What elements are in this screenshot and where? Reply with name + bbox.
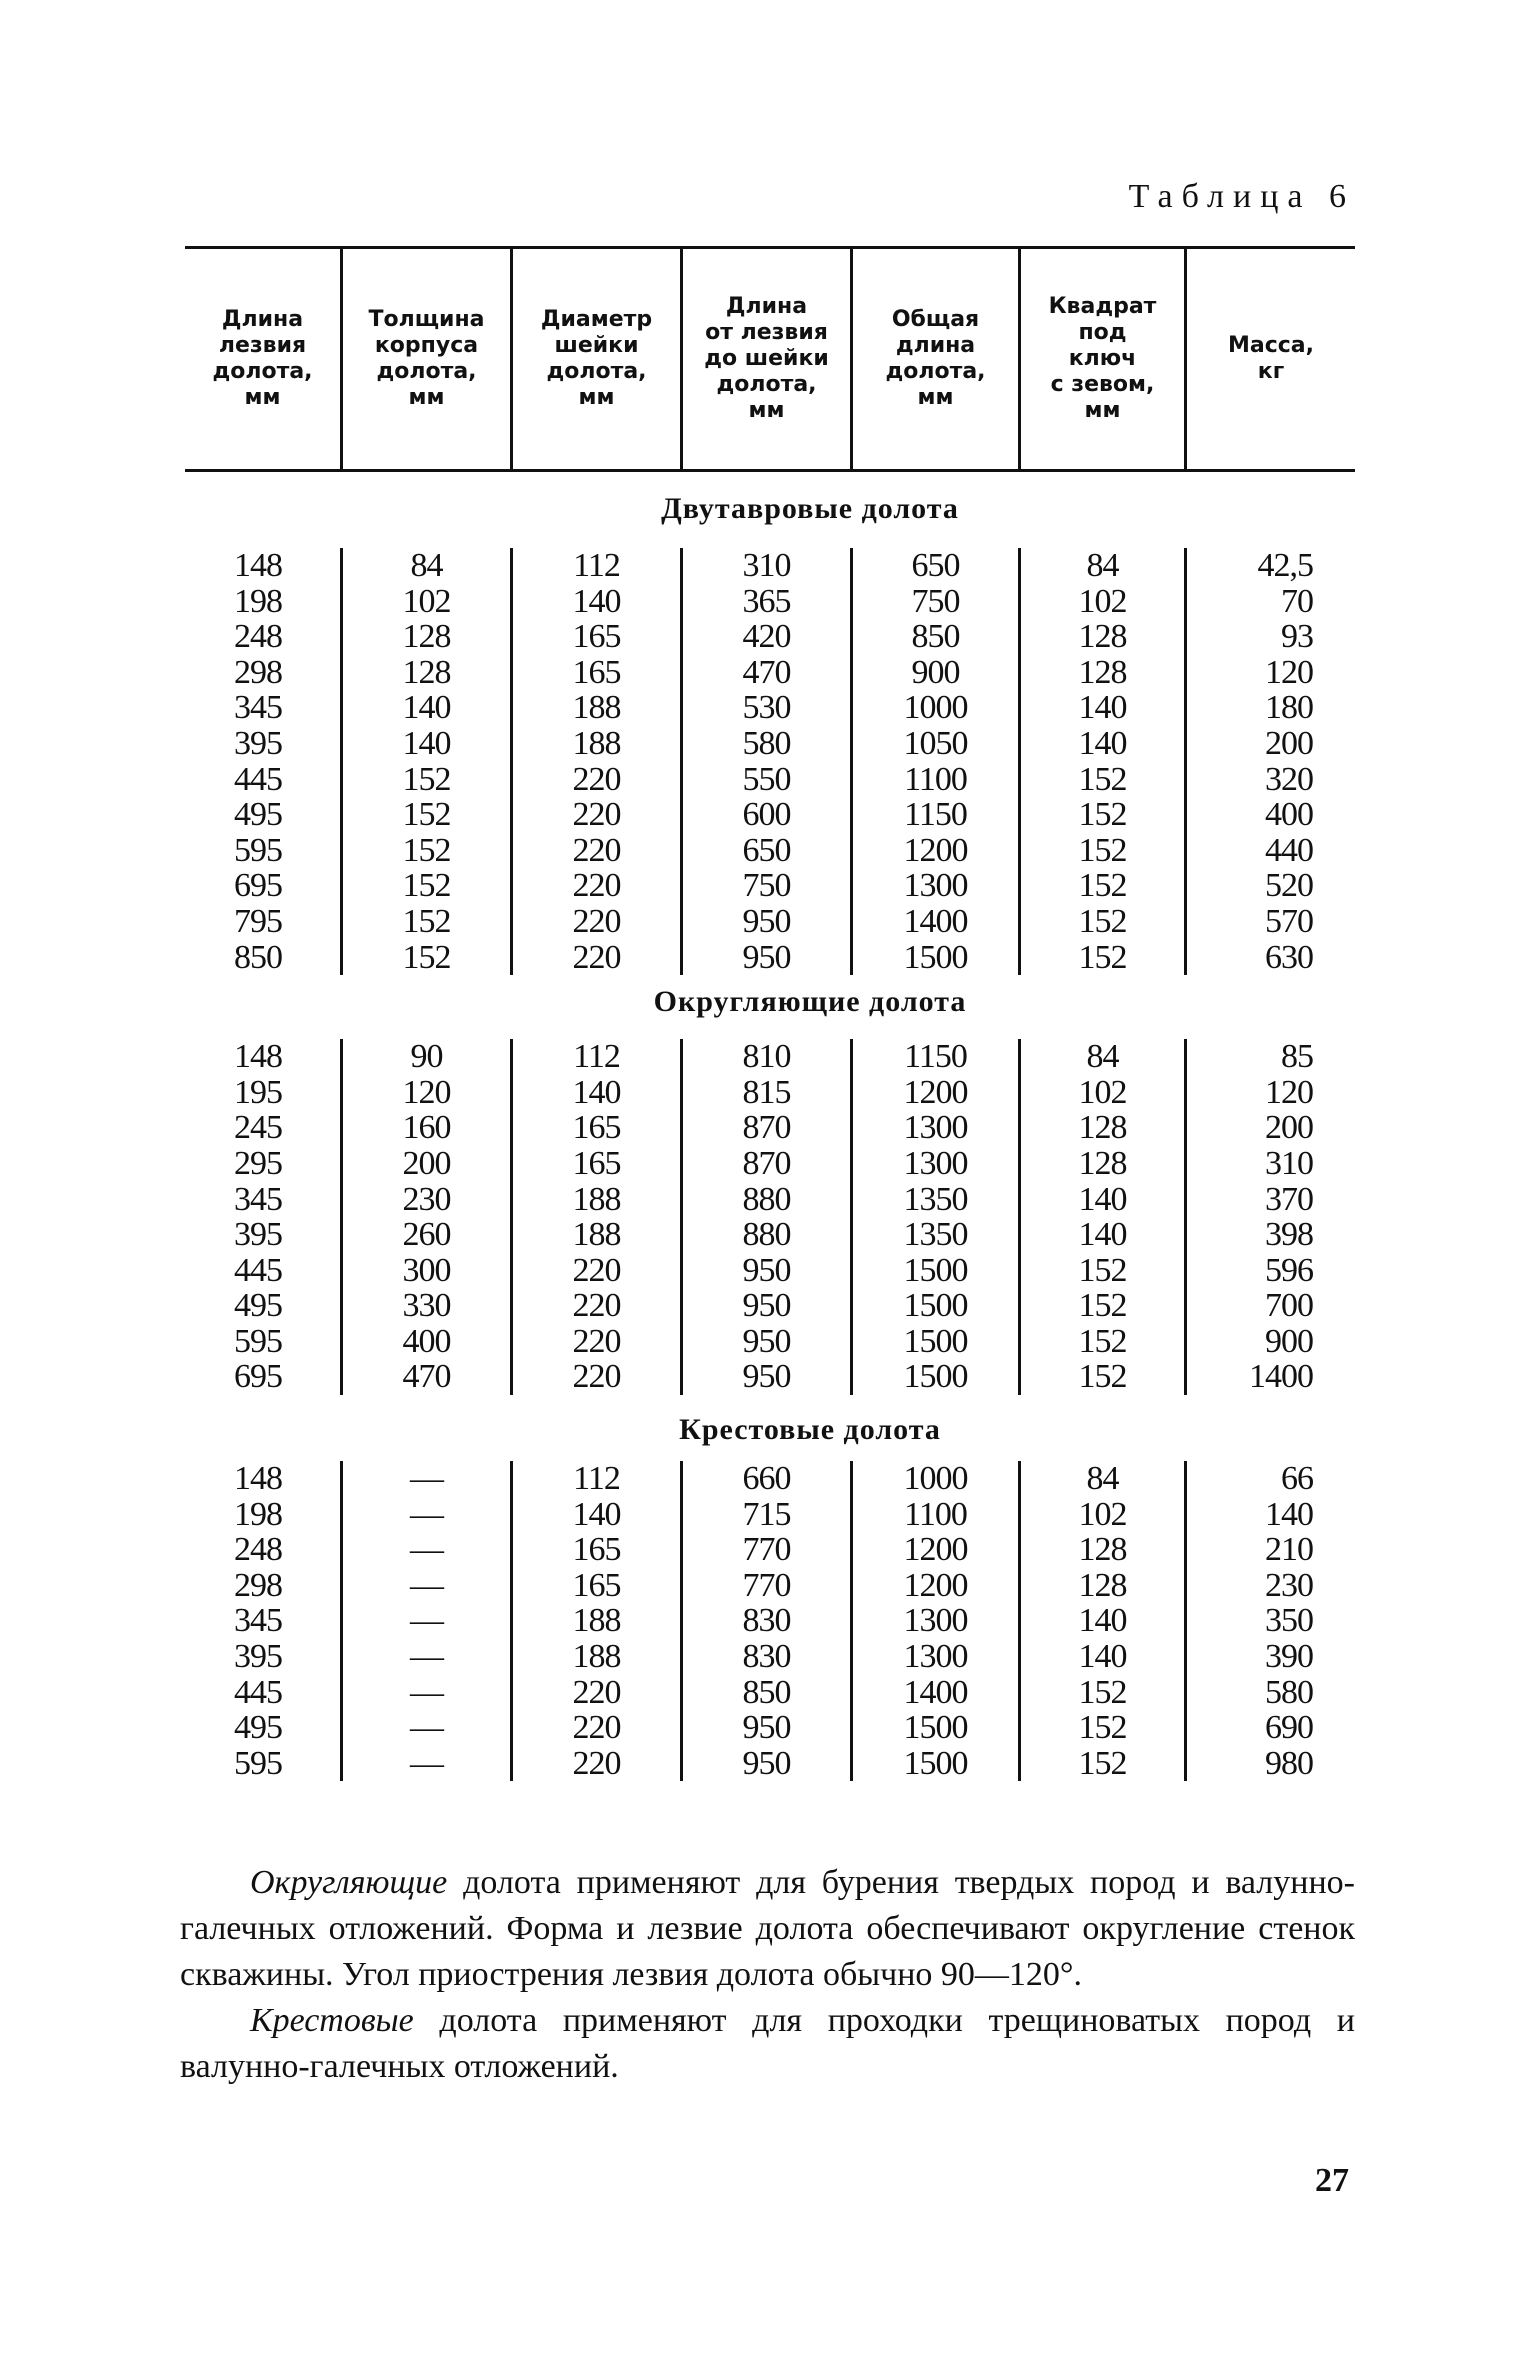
table-cell: —: [410, 1566, 443, 1604]
table-cell: 345: [234, 1180, 282, 1218]
table-cell: 230: [402, 1180, 451, 1218]
table-cell: 200: [1265, 1109, 1313, 1147]
table-cell: 850: [742, 1673, 791, 1711]
table-cell: 295: [234, 1144, 282, 1182]
column-total-length: [853, 1039, 1021, 1395]
table-cell: 1400: [903, 1673, 968, 1711]
table-cell: 152: [1078, 831, 1127, 869]
column-neck-diameter: [513, 1461, 683, 1781]
table-cell: 700: [1265, 1287, 1313, 1325]
table-cell: 140: [1078, 1638, 1127, 1676]
header-wrench-square: Квадрат под ключ с зевом, мм: [1021, 249, 1187, 469]
section-rows: [185, 1039, 1355, 1395]
table-cell: 102: [402, 582, 451, 620]
table-cell: 596: [1265, 1251, 1313, 1289]
table-cell: 128: [402, 653, 451, 691]
table-cell: 870: [742, 1144, 791, 1182]
header-rule: [185, 469, 1355, 472]
table-body: [185, 492, 1355, 1781]
table-cell: 140: [1078, 1180, 1127, 1218]
column-blade-length: [185, 1039, 343, 1395]
table-cell: 950: [742, 902, 791, 940]
table-cell: 1350: [903, 1180, 968, 1218]
table-cell: 1150: [904, 796, 967, 834]
table-cell: 770: [742, 1566, 791, 1604]
table-cell: 220: [572, 1673, 621, 1711]
table-cell: 1500: [903, 1358, 968, 1396]
header-total-length: Общая длина долота, мм: [853, 249, 1021, 469]
table-cell: 1100: [904, 1495, 967, 1533]
table-cell: 310: [742, 547, 791, 584]
table-cell: 1200: [903, 1531, 968, 1569]
paragraph-lead: Крестовые: [250, 2002, 414, 2039]
table-cell: 152: [1078, 760, 1127, 798]
paragraph-cross: [180, 1998, 1355, 2090]
table-cell: 420: [742, 618, 791, 656]
table-cell: 140: [572, 1073, 621, 1111]
table-cell: 1500: [903, 1322, 968, 1360]
table-cell: 650: [742, 831, 791, 869]
table-cell: 715: [742, 1495, 791, 1533]
table-cell: 440: [1265, 831, 1313, 869]
table-cell: 220: [572, 1709, 621, 1747]
table-cell: 550: [742, 760, 791, 798]
table-cell: 695: [234, 1358, 282, 1396]
table-cell: 300: [402, 1251, 451, 1289]
table-cell: 152: [402, 938, 451, 976]
table-cell: 1050: [903, 724, 968, 762]
table-cell: 1500: [903, 1744, 968, 1782]
table-cell: 570: [1265, 902, 1313, 940]
header-blade-to-neck-length: Длина от лезвия до шейки долота, мм: [683, 249, 853, 469]
table-cell: 180: [1265, 689, 1313, 727]
header-body-thickness: Толщина корпуса долота, мм: [343, 249, 513, 469]
table-cell: 128: [1078, 1566, 1127, 1604]
table-cell: 220: [572, 938, 621, 976]
column-wrench-square: [1021, 1461, 1187, 1781]
section-title: Двутавровые долота: [661, 492, 959, 525]
table-cell: 400: [402, 1322, 451, 1360]
table-cell: 850: [911, 618, 960, 656]
table-cell: 470: [402, 1358, 451, 1396]
drill-bit-table: [185, 246, 1355, 1781]
table-cell: 152: [1078, 867, 1127, 905]
table-cell: 900: [1265, 1322, 1313, 1360]
table-cell: 152: [1078, 1358, 1127, 1396]
table-cell: —: [410, 1460, 443, 1498]
table-cell: 148: [234, 1038, 282, 1076]
table-cell: 220: [572, 902, 621, 940]
table-cell: 112: [573, 1460, 620, 1498]
section-rows: [185, 1461, 1355, 1781]
table-cell: 85: [1281, 1038, 1313, 1076]
table-cell: 1400: [903, 902, 968, 940]
table-cell: 220: [572, 760, 621, 798]
table-cell: 152: [1078, 1709, 1127, 1747]
table-cell: 248: [234, 618, 282, 656]
table-cell: 140: [1078, 1216, 1127, 1254]
section-title: Крестовые долота: [679, 1413, 941, 1447]
table-cell: 1100: [904, 760, 967, 798]
column-blade-to-neck: [683, 1039, 853, 1395]
table-cell: 830: [742, 1638, 791, 1676]
table-cell: 84: [410, 547, 443, 584]
table-cell: 495: [234, 1709, 282, 1747]
table-caption: Таблица 6: [1128, 178, 1355, 215]
table-cell: 140: [1078, 724, 1127, 762]
table-cell: 815: [742, 1073, 791, 1111]
table-cell: 188: [572, 1180, 621, 1218]
table-cell: 950: [742, 1287, 791, 1325]
header-mass: Масса, кг: [1227, 333, 1315, 384]
table-cell: 220: [572, 831, 621, 869]
table-cell: 365: [742, 582, 791, 620]
table-cell: 310: [1265, 1144, 1313, 1182]
column-blade-length: [185, 1461, 343, 1781]
column-wrench-square: [1021, 1039, 1187, 1395]
table-cell: 245: [234, 1109, 282, 1147]
column-neck-diameter: [513, 548, 683, 975]
table-cell: 1200: [903, 1073, 968, 1111]
table-cell: 580: [1265, 1673, 1313, 1711]
table-cell: 495: [234, 1287, 282, 1325]
table-cell: 870: [742, 1109, 791, 1147]
table-cell: 120: [1265, 653, 1313, 691]
table-cell: 1500: [903, 1287, 968, 1325]
table-cell: 248: [234, 1531, 282, 1569]
table-cell: 102: [1078, 1073, 1127, 1111]
table-cell: 152: [1078, 796, 1127, 834]
table-cell: 188: [572, 1602, 621, 1640]
table-cell: 470: [742, 653, 791, 691]
table-cell: 230: [1265, 1566, 1313, 1604]
table-cell: 1500: [903, 1709, 968, 1747]
table-cell: 84: [1086, 1038, 1119, 1076]
page-number: 27: [1315, 2162, 1349, 2199]
column-body-thickness: [343, 1461, 513, 1781]
table-cell: 152: [1078, 938, 1127, 976]
table-cell: 1300: [903, 1638, 968, 1676]
table-cell: 330: [402, 1287, 451, 1325]
table-cell: 950: [742, 1358, 791, 1396]
table-cell: 795: [234, 902, 282, 940]
table-cell: 220: [572, 1322, 621, 1360]
table-cell: 210: [1265, 1531, 1313, 1569]
table-cell: 140: [572, 582, 621, 620]
table-cell: 120: [1265, 1073, 1313, 1111]
table-cell: 165: [572, 1109, 621, 1147]
column-mass: [1187, 1039, 1355, 1395]
table-cell: 398: [1265, 1216, 1313, 1254]
table-cell: 1300: [903, 1144, 968, 1182]
table-cell: 445: [234, 1251, 282, 1289]
table-cell: 140: [1078, 689, 1127, 727]
table-cell: 750: [742, 867, 791, 905]
table-cell: 66: [1281, 1460, 1313, 1498]
table-cell: 495: [234, 796, 282, 834]
table-cell: 950: [742, 1322, 791, 1360]
table-cell: 750: [911, 582, 960, 620]
column-blade-length: [185, 548, 343, 975]
table-cell: 520: [1265, 867, 1313, 905]
table-cell: 830: [742, 1602, 791, 1640]
table-cell: —: [410, 1602, 443, 1640]
table-cell: 980: [1265, 1744, 1313, 1782]
table-cell: 84: [1086, 1460, 1119, 1498]
table-cell: 445: [234, 1673, 282, 1711]
table-cell: 660: [742, 1460, 791, 1498]
table-cell: 152: [1078, 1322, 1127, 1360]
table-cell: 950: [742, 1251, 791, 1289]
paragraph-lead: Округляющие: [250, 1864, 448, 1901]
table-cell: 152: [1078, 1251, 1127, 1289]
table-cell: 112: [573, 1038, 620, 1076]
table-cell: 445: [234, 760, 282, 798]
table-cell: 298: [234, 653, 282, 691]
table-cell: 128: [1078, 653, 1127, 691]
table-cell: 770: [742, 1531, 791, 1569]
table-cell: 1500: [903, 938, 968, 976]
table-cell: 1200: [903, 1566, 968, 1604]
table-cell: 950: [742, 938, 791, 976]
table-cell: 90: [410, 1038, 443, 1076]
table-cell: 395: [234, 724, 282, 762]
table-header: [185, 249, 1355, 469]
table-cell: 152: [402, 902, 451, 940]
table-cell: 220: [572, 1251, 621, 1289]
table-cell: 188: [572, 724, 621, 762]
table-cell: 42,5: [1257, 547, 1313, 584]
column-wrench-square: [1021, 548, 1187, 975]
table-cell: 630: [1265, 938, 1313, 976]
table-cell: 160: [402, 1109, 451, 1147]
table-cell: 152: [1078, 1673, 1127, 1711]
table-cell: 1500: [903, 1251, 968, 1289]
table-cell: 220: [572, 1287, 621, 1325]
table-cell: 140: [402, 724, 451, 762]
table-cell: 198: [234, 1495, 282, 1533]
table-cell: 102: [1078, 1495, 1127, 1533]
table-cell: 148: [234, 547, 282, 584]
table-cell: 1300: [903, 1109, 968, 1147]
column-total-length: [853, 548, 1021, 975]
table-cell: 220: [572, 867, 621, 905]
table-cell: 345: [234, 689, 282, 727]
paragraph-text: долота применяют для бурения твердых пород и валунно-галечных отложений. Форма и лезвие долота обеспечивают округление стенок скважины. Угол приострения лезвия долота обычно 90—120°.: [180, 1864, 1355, 1993]
table-cell: 128: [1078, 1144, 1127, 1182]
table-cell: 148: [234, 1460, 282, 1498]
table-cell: 1400: [1249, 1358, 1313, 1396]
table-cell: 900: [911, 653, 960, 691]
table-cell: 165: [572, 653, 621, 691]
column-mass: [1187, 1461, 1355, 1781]
table-cell: —: [410, 1673, 443, 1711]
table-cell: 165: [572, 1144, 621, 1182]
table-cell: 395: [234, 1216, 282, 1254]
table-cell: 188: [572, 1638, 621, 1676]
table-cell: 165: [572, 618, 621, 656]
table-cell: 880: [742, 1180, 791, 1218]
table-cell: 128: [1078, 1531, 1127, 1569]
table-cell: 128: [1078, 618, 1127, 656]
table-cell: 220: [572, 1358, 621, 1396]
table-cell: 152: [402, 867, 451, 905]
table-cell: 188: [572, 1216, 621, 1254]
table-cell: 220: [572, 1744, 621, 1782]
table-cell: 600: [742, 796, 791, 834]
table-cell: 120: [402, 1073, 451, 1111]
table-cell: 93: [1281, 618, 1313, 656]
table-cell: 140: [1078, 1602, 1127, 1640]
column-body-thickness: [343, 548, 513, 975]
table-cell: 1150: [904, 1038, 967, 1076]
table-cell: 195: [234, 1073, 282, 1111]
table-cell: 400: [1265, 796, 1313, 834]
table-cell: —: [410, 1495, 443, 1533]
section-title: Округляющие долота: [653, 985, 967, 1019]
column-body-thickness: [343, 1039, 513, 1395]
table-cell: 102: [1078, 582, 1127, 620]
table-cell: 595: [234, 831, 282, 869]
table-cell: 850: [234, 938, 282, 976]
paragraph-rounding: [180, 1860, 1355, 1998]
table-cell: 128: [1078, 1109, 1127, 1147]
section-rows: [185, 548, 1355, 975]
table-cell: 320: [1265, 760, 1313, 798]
table-cell: 188: [572, 689, 621, 727]
table-cell: 152: [402, 796, 451, 834]
table-cell: 345: [234, 1602, 282, 1640]
table-cell: —: [410, 1744, 443, 1782]
table-cell: 152: [1078, 1287, 1127, 1325]
column-total-length: [853, 1461, 1021, 1781]
table-cell: 1300: [903, 1602, 968, 1640]
table-cell: 880: [742, 1216, 791, 1254]
table-cell: 200: [1265, 724, 1313, 762]
table-cell: 70: [1281, 582, 1313, 620]
table-cell: 395: [234, 1638, 282, 1676]
table-cell: 198: [234, 582, 282, 620]
table-cell: 350: [1265, 1602, 1313, 1640]
table-cell: —: [410, 1709, 443, 1747]
table-cell: 530: [742, 689, 791, 727]
table-cell: 152: [402, 831, 451, 869]
table-cell: 1000: [903, 689, 968, 727]
table-cell: —: [410, 1531, 443, 1569]
table-cell: —: [410, 1638, 443, 1676]
table-cell: 140: [402, 689, 451, 727]
paragraph-text: долота применяют для проходки трещиноватых пород и валунно-галечных отложений.: [180, 2002, 1355, 2085]
table-cell: 84: [1086, 547, 1119, 584]
table-cell: 165: [572, 1531, 621, 1569]
table-cell: 950: [742, 1709, 791, 1747]
table-cell: 140: [1265, 1495, 1313, 1533]
table-cell: 650: [911, 547, 960, 584]
table-cell: 220: [572, 796, 621, 834]
column-blade-to-neck: [683, 548, 853, 975]
column-blade-to-neck: [683, 1461, 853, 1781]
table-cell: 950: [742, 1744, 791, 1782]
table-cell: 1200: [903, 831, 968, 869]
table-cell: 165: [572, 1566, 621, 1604]
body-text: [180, 1860, 1355, 2090]
column-neck-diameter: [513, 1039, 683, 1395]
column-mass: [1187, 548, 1355, 975]
table-cell: 595: [234, 1744, 282, 1782]
table-cell: 140: [572, 1495, 621, 1533]
table-cell: 1350: [903, 1216, 968, 1254]
table-cell: 1000: [903, 1460, 968, 1498]
table-cell: 695: [234, 867, 282, 905]
table-cell: 298: [234, 1566, 282, 1604]
table-cell: 595: [234, 1322, 282, 1360]
table-cell: 152: [1078, 902, 1127, 940]
table-cell: 128: [402, 618, 451, 656]
header-neck-diameter: Диаметр шейки долота, мм: [513, 249, 683, 469]
table-cell: 112: [573, 547, 620, 584]
table-cell: 690: [1265, 1709, 1313, 1747]
table-cell: 390: [1265, 1638, 1313, 1676]
table-cell: 1300: [903, 867, 968, 905]
table-cell: 260: [402, 1216, 451, 1254]
header-blade-length: Длина лезвия долота, мм: [185, 249, 343, 469]
table-cell: 152: [402, 760, 451, 798]
table-cell: 200: [402, 1144, 451, 1182]
table-cell: 152: [1078, 1744, 1127, 1782]
table-cell: 810: [742, 1038, 791, 1076]
table-cell: 580: [742, 724, 791, 762]
table-cell: 370: [1265, 1180, 1313, 1218]
